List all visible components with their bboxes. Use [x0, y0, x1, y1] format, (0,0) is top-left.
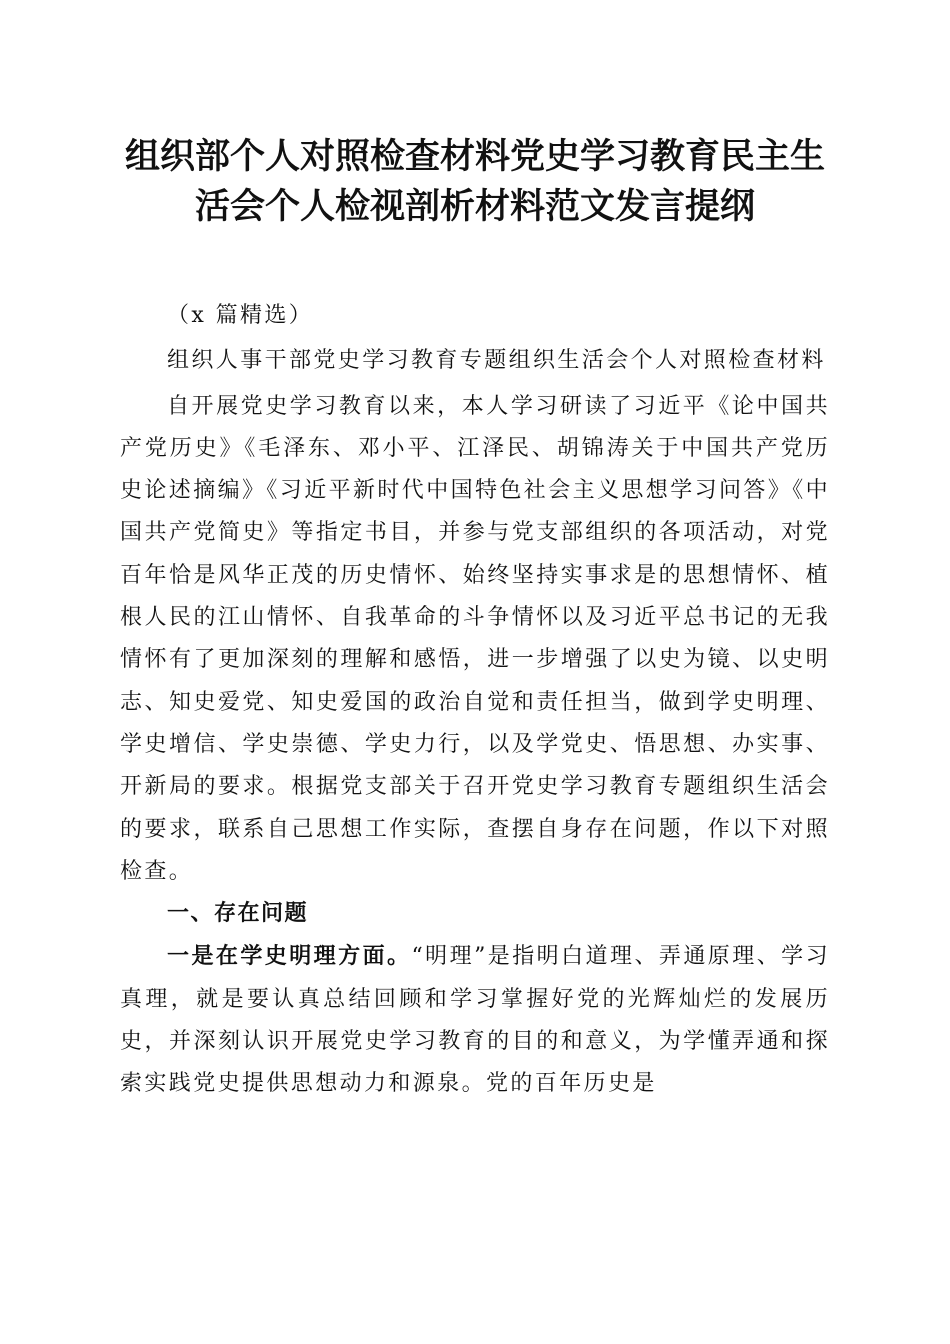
title-line-1: 组织部个人对照检查材料党史学习教育民主生: [124, 136, 825, 177]
section-heading: 一、存在问题: [167, 901, 309, 927]
document-title: [120, 132, 830, 232]
point-one-lead: 一是在学史明理方面。: [167, 943, 412, 970]
intro-paragraph: 自开展党史学习教育以来，本人学习研读了习近平《论中国共产党历史》《毛泽东、邓小平、江泽民、胡锦涛关于中国共产党历史论述摘编》《习近平新时代中国特色社会主义思想学习问答》《中国共产党简史》等指定书目，并参与党支部组织的各项活动，对党百年恰是风华正茂的历史情怀、始终坚持实事求是的思想情怀、植根人民的江山情怀、自我革命的斗争情怀以及习近平总书记的无我情怀有了更加深刻的理解和感悟，进一步增强了以史为镜、以史明志、知史爱党、知史爱国的政治自觉和责任担当，做到学史明理、学史增信、学史崇德、学史力行，以及学党史、悟思想、办实事、开新局的要求。根据党支部关于召开党史学习教育专题组织生活会的要求，联系自己思想工作实际，查摆自身存在问题，作以下对照检查。: [120, 393, 831, 884]
title-line-2: 活会个人检视剖析材料范文发言提纲: [194, 186, 755, 227]
document-subtitle: 组织人事干部党史学习教育专题组织生活会个人对照检查材料: [167, 348, 826, 374]
selection-note: （x 篇精选）: [167, 303, 314, 328]
point-one-text: “明理”是指明白道理、弄通原理、学习真理，就是要认真总结回顾和学习掌握好党的光辉灿烂的发展历史，并深刻认识开展党史学习教育的目的和意义，为学懂弄通和探索实践党史提供思想动力和源泉。党的百年历史是: [120, 944, 830, 1097]
document-content: [120, 132, 830, 1106]
point-one-paragraph: [120, 935, 830, 1105]
